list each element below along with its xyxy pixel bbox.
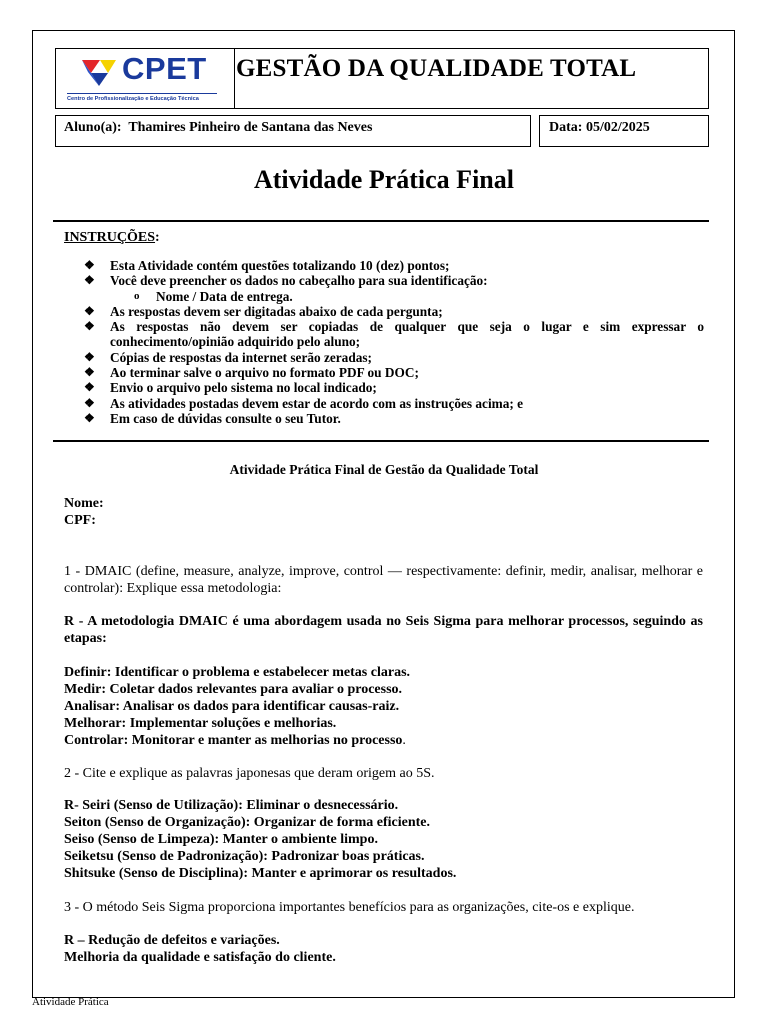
student-field bbox=[55, 115, 531, 147]
name-label: Nome: bbox=[64, 496, 104, 511]
list-item: Melhorar: Implementar soluções e melhorias. bbox=[64, 716, 337, 731]
question-2: 2 - Cite e explique as palavras japonesas que deram origem ao 5S. bbox=[64, 766, 435, 781]
list-item: ❖ As atividades postadas devem estar de acordo com as instruções acima; e bbox=[84, 395, 524, 411]
diamond-bullet-icon: ❖ bbox=[84, 258, 95, 272]
list-item: ❖ Em caso de dúvidas consulte o seu Tutor. bbox=[84, 410, 341, 426]
page-footer: Atividade Prática bbox=[32, 996, 109, 1008]
diamond-bullet-icon: ❖ bbox=[84, 395, 95, 410]
identification-fields bbox=[64, 495, 703, 529]
header-title: GESTÃO DA QUALIDADE TOTAL bbox=[236, 55, 637, 82]
list-item: ❖ Cópias de respostas da internet serão zeradas; bbox=[84, 349, 372, 365]
question-3: 3 - O método Seis Sigma proporciona importantes benefícios para as organizações, cite-os e explique. bbox=[64, 900, 635, 915]
date-label: Data: bbox=[549, 120, 583, 135]
list-item: Shitsuke (Senso de Disciplina): Manter e aprimorar os resultados. bbox=[64, 866, 457, 881]
page-title: Atividade Prática Final bbox=[254, 165, 514, 194]
divider-top bbox=[53, 220, 709, 222]
student-name: Thamires Pinheiro de Santana das Neves bbox=[128, 120, 373, 135]
list-item: ❖ Você deve preencher os dados no cabeçalho para sua identificação: bbox=[84, 273, 488, 289]
circle-bullet-icon: o bbox=[134, 289, 140, 302]
logo-text: CPET bbox=[122, 51, 207, 86]
date-value: 05/02/2025 bbox=[585, 120, 650, 135]
logo-subtitle: Centro de Profissionalização e Educação Técnica bbox=[67, 96, 199, 102]
list-item: ❖ Envio o arquivo pelo sistema no local indicado; bbox=[84, 380, 377, 396]
answer-1-steps bbox=[64, 664, 703, 749]
logo-rule bbox=[67, 93, 217, 94]
student-label: Aluno(a): bbox=[64, 120, 122, 135]
diamond-bullet-icon: ❖ bbox=[84, 349, 95, 364]
list-item: o Nome / Data de entrega. bbox=[134, 288, 293, 304]
list-item: ❖ As respostas não devem ser copiadas de qualquer que seja o lugar e sim expressar o conhecimento/opinião adquirido pelo aluno; bbox=[84, 319, 704, 350]
list-item: Seiton (Senso de Organização): Organizar de forma eficiente. bbox=[64, 815, 431, 830]
diamond-bullet-icon: ❖ bbox=[84, 319, 95, 334]
date-field bbox=[539, 115, 709, 147]
list-item: R- Seiri (Senso de Utilização): Eliminar o desnecessário. bbox=[64, 798, 399, 813]
list-item: Melhoria da qualidade e satisfação do cliente. bbox=[64, 950, 336, 965]
list-item: R – Redução de defeitos e variações. bbox=[64, 933, 280, 948]
logo-cell bbox=[56, 49, 235, 108]
list-item: Medir: Coletar dados relevantes para avaliar o processo. bbox=[64, 682, 403, 697]
list-item: Analisar: Analisar os dados para identificar causas-raiz. bbox=[64, 699, 400, 714]
list-item: ❖ As respostas devem ser digitadas abaixo de cada pergunta; bbox=[84, 303, 443, 319]
answer-2 bbox=[64, 797, 703, 882]
list-item: ❖ Ao terminar salve o arquivo no formato PDF ou DOC; bbox=[84, 365, 419, 381]
list-item: Controlar: Monitorar e manter as melhorias no processo. bbox=[64, 733, 406, 748]
diamond-bullet-icon: ❖ bbox=[84, 303, 95, 318]
instructions-heading: INSTRUÇÕES: bbox=[64, 230, 160, 245]
question-1: 1 - DMAIC (define, measure, analyze, improve, control — respectivamente: definir, medir, analisar, melhorar e controlar): Explique essa metodologia: bbox=[64, 564, 703, 596]
answer-1-intro: R - A metodologia DMAIC é uma abordagem usada no Seis Sigma para melhorar processos, seguindo as etapas: bbox=[64, 614, 703, 646]
diamond-bullet-icon: ❖ bbox=[84, 273, 95, 288]
list-item: Definir: Identificar o problema e estabelecer metas claras. bbox=[64, 665, 411, 680]
instructions-list bbox=[84, 258, 704, 426]
section-title: Atividade Prática Final de Gestão da Qualidade Total bbox=[229, 462, 539, 477]
cpf-label: CPF: bbox=[64, 513, 96, 528]
list-item: Seiketsu (Senso de Padronização): Padronizar boas práticas. bbox=[64, 849, 425, 864]
cpet-logo-icon bbox=[80, 56, 118, 88]
list-item: ❖ Esta Atividade contém questões totalizando 10 (dez) pontos; bbox=[84, 258, 450, 273]
answer-3 bbox=[64, 932, 703, 966]
diamond-bullet-icon: ❖ bbox=[84, 380, 95, 395]
diamond-bullet-icon: ❖ bbox=[84, 410, 95, 425]
diamond-bullet-icon: ❖ bbox=[84, 365, 95, 380]
list-item: Seiso (Senso de Limpeza): Manter o ambiente limpo. bbox=[64, 832, 378, 847]
document-header bbox=[55, 48, 709, 109]
divider-bottom bbox=[53, 440, 709, 442]
